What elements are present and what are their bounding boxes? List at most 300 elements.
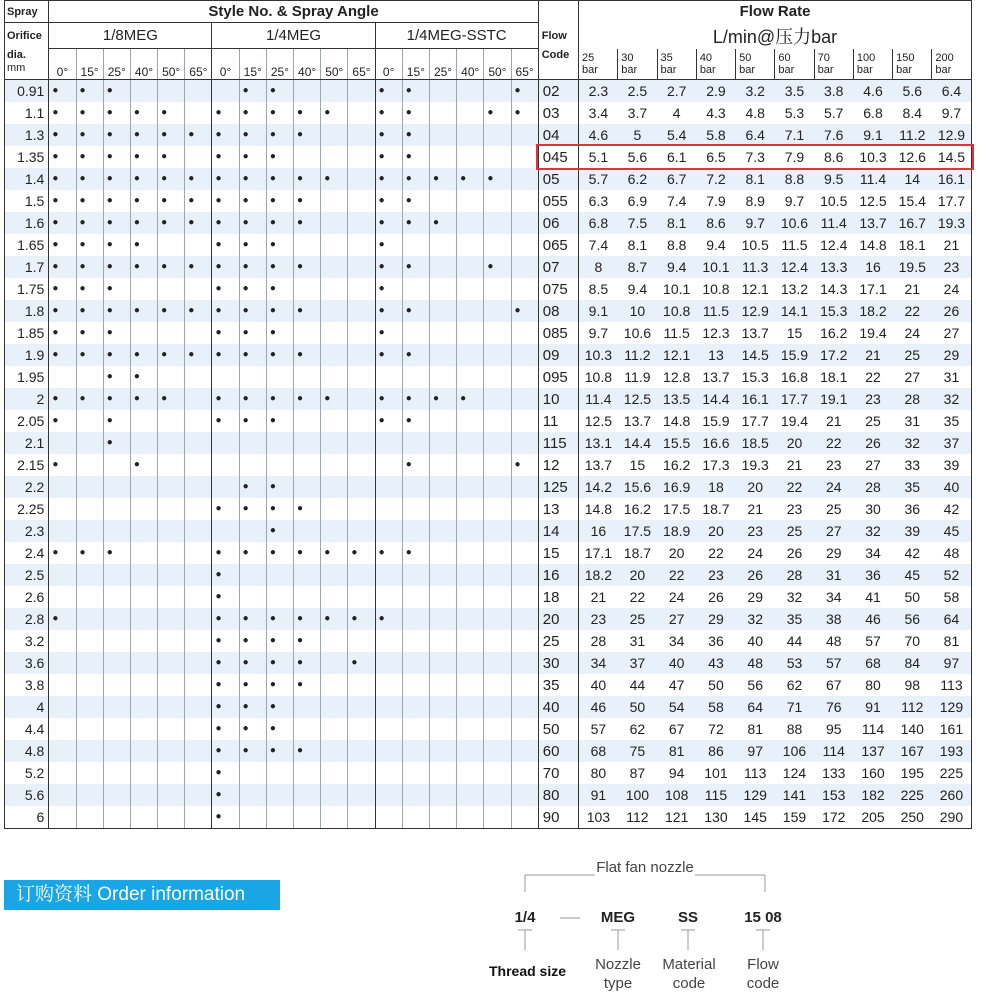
flow-rate-value: 20 — [657, 542, 696, 564]
availability-empty — [321, 410, 348, 432]
availability-empty — [402, 234, 429, 256]
flow-rate-value: 6.5 — [696, 146, 735, 168]
availability-empty — [457, 80, 484, 103]
table-row — [5, 762, 972, 784]
availability-empty — [484, 366, 511, 388]
availability-empty — [76, 630, 103, 652]
availability-dot: ● — [49, 124, 76, 146]
availability-dot: ● — [103, 388, 130, 410]
availability-empty — [402, 608, 429, 630]
availability-dot: ● — [212, 124, 239, 146]
flow-rate-value: 19.5 — [893, 256, 932, 278]
flow-rate-value: 159 — [775, 806, 814, 829]
flow-rate-value: 19.1 — [814, 388, 853, 410]
availability-empty — [321, 520, 348, 542]
availability-empty — [484, 674, 511, 696]
availability-empty — [511, 410, 538, 432]
availability-dot: ● — [158, 300, 185, 322]
flow-rate-value: 19.4 — [853, 322, 892, 344]
availability-empty — [130, 542, 157, 564]
flow-rate-value: 5 — [618, 124, 657, 146]
flow-rate-value: 14.1 — [775, 300, 814, 322]
flow-rate-value: 23 — [736, 520, 775, 542]
flow-rate-value: 67 — [657, 718, 696, 740]
availability-empty — [130, 652, 157, 674]
availability-empty — [511, 278, 538, 300]
availability-empty — [429, 300, 456, 322]
availability-empty — [348, 586, 375, 608]
flow-rate-value: 129 — [932, 696, 972, 718]
flow-rate-value: 13.3 — [814, 256, 853, 278]
flow-code-cell: 10 — [538, 388, 578, 410]
availability-empty — [321, 740, 348, 762]
angle-header: 25° — [266, 49, 293, 80]
availability-empty — [511, 432, 538, 454]
availability-dot: ● — [212, 674, 239, 696]
flow-rate-value: 22 — [657, 564, 696, 586]
orifice-diameter: 3.8 — [5, 674, 49, 696]
availability-dot: ● — [239, 344, 266, 366]
availability-empty — [158, 696, 185, 718]
availability-dot: ● — [375, 212, 402, 234]
flow-rate-value: 39 — [893, 520, 932, 542]
availability-empty — [511, 520, 538, 542]
flow-rate-value: 16 — [579, 520, 618, 542]
availability-empty — [130, 278, 157, 300]
flow-rate-value: 33 — [893, 454, 932, 476]
flow-rate-value: 8.9 — [736, 190, 775, 212]
availability-empty — [49, 476, 76, 498]
availability-dot: ● — [321, 168, 348, 190]
availability-empty — [158, 476, 185, 498]
orifice-diameter: 1.6 — [5, 212, 49, 234]
flow-rate-value: 34 — [853, 542, 892, 564]
availability-dot: ● — [76, 102, 103, 124]
flow-rate-value: 130 — [696, 806, 735, 829]
availability-dot: ● — [49, 80, 76, 103]
availability-dot: ● — [103, 410, 130, 432]
availability-dot: ● — [484, 168, 511, 190]
availability-empty — [294, 322, 321, 344]
flow-rate-value: 160 — [853, 762, 892, 784]
flow-rate-value: 22 — [853, 366, 892, 388]
flow-rate-value: 108 — [657, 784, 696, 806]
flow-rate-value: 9.5 — [814, 168, 853, 190]
availability-empty — [429, 190, 456, 212]
availability-dot: ● — [402, 344, 429, 366]
availability-dot: ● — [158, 344, 185, 366]
flow-code-cell: 16 — [538, 564, 578, 586]
flow-rate-value: 13.7 — [736, 322, 775, 344]
flow-rate-value: 10.1 — [657, 278, 696, 300]
thread-size-code: 1/4 — [514, 909, 536, 926]
availability-dot: ● — [212, 498, 239, 520]
angle-header: 50° — [321, 49, 348, 80]
flow-rate-value: 13.7 — [853, 212, 892, 234]
availability-empty — [158, 322, 185, 344]
flow-rate-value: 114 — [814, 740, 853, 762]
availability-dot: ● — [49, 234, 76, 256]
flow-rate-value: 36 — [853, 564, 892, 586]
flow-rate-value: 97 — [736, 740, 775, 762]
availability-empty — [457, 234, 484, 256]
availability-empty — [49, 806, 76, 829]
flow-rate-value: 18.2 — [579, 564, 618, 586]
availability-dot: ● — [103, 168, 130, 190]
pressure-unit: bar — [582, 63, 598, 76]
table-row — [5, 696, 972, 718]
group-label: 1/8MEG — [49, 23, 212, 49]
group-label: 1/4MEG-SSTC — [375, 23, 538, 49]
availability-dot: ● — [76, 80, 103, 103]
flow-rate-value: 103 — [579, 806, 618, 829]
flow-rate-value: 57 — [579, 718, 618, 740]
availability-empty — [375, 806, 402, 829]
availability-dot: ● — [266, 652, 293, 674]
flow-rate-value: 31 — [814, 564, 853, 586]
flow-code-label: Flow — [538, 23, 578, 49]
flow-code-cell: 055 — [538, 190, 578, 212]
availability-dot: ● — [402, 300, 429, 322]
availability-empty — [266, 586, 293, 608]
availability-empty — [185, 542, 212, 564]
flow-rate-value: 64 — [736, 696, 775, 718]
availability-dot: ● — [239, 498, 266, 520]
flow-code-cell: 03 — [538, 102, 578, 124]
availability-dot: ● — [266, 102, 293, 124]
availability-dot: ● — [49, 102, 76, 124]
flow-code-cell: 14 — [538, 520, 578, 542]
availability-empty — [402, 278, 429, 300]
flow-rate-value: 7.2 — [696, 168, 735, 190]
availability-dot: ● — [49, 388, 76, 410]
availability-empty — [348, 256, 375, 278]
availability-empty — [457, 542, 484, 564]
availability-empty — [511, 718, 538, 740]
flow-rate-value: 113 — [736, 762, 775, 784]
flow-rate-value: 15 — [775, 322, 814, 344]
flow-rate-value: 161 — [932, 718, 972, 740]
flow-rate-value: 8.8 — [657, 234, 696, 256]
orifice-diameter: 2.05 — [5, 410, 49, 432]
availability-empty — [49, 630, 76, 652]
angle-header: 15° — [239, 49, 266, 80]
flow-rate-value: 44 — [775, 630, 814, 652]
availability-empty — [511, 630, 538, 652]
orifice-diameter: 1.9 — [5, 344, 49, 366]
availability-empty — [103, 454, 130, 476]
availability-empty — [185, 784, 212, 806]
availability-dot: ● — [212, 278, 239, 300]
availability-dot: ● — [185, 212, 212, 234]
table-row — [5, 806, 972, 829]
availability-dot: ● — [130, 256, 157, 278]
availability-empty — [130, 784, 157, 806]
orifice-diameter: 1.1 — [5, 102, 49, 124]
flow-rate-value: 12.4 — [814, 234, 853, 256]
flow-rate-value: 5.1 — [579, 146, 618, 168]
availability-empty — [375, 762, 402, 784]
orifice-diameter: 2.3 — [5, 520, 49, 542]
availability-empty — [49, 674, 76, 696]
flow-rate-value: 17.3 — [696, 454, 735, 476]
flow-rate-value: 34 — [814, 586, 853, 608]
availability-empty — [348, 300, 375, 322]
flow-rate-value: 8.6 — [696, 212, 735, 234]
table-row — [5, 366, 972, 388]
availability-dot: ● — [511, 102, 538, 124]
availability-dot: ● — [375, 190, 402, 212]
availability-dot: ● — [266, 476, 293, 498]
pressure-header — [775, 49, 814, 80]
availability-empty — [321, 300, 348, 322]
pressure-unit: bar — [935, 63, 952, 76]
flow-rate-value: 24 — [657, 586, 696, 608]
flow-rate-value: 10.5 — [814, 190, 853, 212]
flow-rate-value: 19.3 — [932, 212, 972, 234]
availability-dot: ● — [212, 300, 239, 322]
flow-rate-value: 57 — [814, 652, 853, 674]
flow-code-cell: 02 — [538, 80, 578, 103]
availability-dot: ● — [266, 674, 293, 696]
flow-rate-value: 16.2 — [657, 454, 696, 476]
flow-code-cell: 115 — [538, 432, 578, 454]
flow-rate-value: 113 — [932, 674, 972, 696]
flow-rate-value: 8.1 — [618, 234, 657, 256]
availability-empty — [429, 256, 456, 278]
flow-rate-value: 40 — [657, 652, 696, 674]
flow-code-cell: 075 — [538, 278, 578, 300]
flow-rate-value: 95 — [814, 718, 853, 740]
flow-rate-value: 5.6 — [618, 146, 657, 168]
flow-rate-value: 19.4 — [775, 410, 814, 432]
availability-empty — [484, 696, 511, 718]
availability-empty — [321, 80, 348, 103]
flow-rate-value: 81 — [736, 718, 775, 740]
availability-dot: ● — [239, 146, 266, 168]
availability-dot: ● — [212, 168, 239, 190]
availability-empty — [76, 762, 103, 784]
availability-empty — [294, 432, 321, 454]
availability-empty — [294, 806, 321, 829]
availability-empty — [375, 696, 402, 718]
availability-empty — [212, 476, 239, 498]
flow-rate-value: 29 — [696, 608, 735, 630]
flow-rate-value: 27 — [657, 608, 696, 630]
flow-rate-value: 24 — [814, 476, 853, 498]
pressure-header — [853, 49, 892, 80]
availability-empty — [158, 630, 185, 652]
availability-empty — [348, 146, 375, 168]
availability-empty — [212, 80, 239, 103]
availability-dot: ● — [76, 388, 103, 410]
flow-rate-value: 14.4 — [618, 432, 657, 454]
availability-empty — [348, 124, 375, 146]
availability-empty — [375, 630, 402, 652]
availability-dot: ● — [103, 212, 130, 234]
availability-dot: ● — [76, 542, 103, 564]
orifice-diameter: 2 — [5, 388, 49, 410]
flow-rate-value: 15.6 — [618, 476, 657, 498]
availability-empty — [511, 212, 538, 234]
availability-empty — [402, 762, 429, 784]
availability-empty — [321, 190, 348, 212]
flow-code-cell: 06 — [538, 212, 578, 234]
availability-empty — [484, 234, 511, 256]
flow-rate-value: 4.3 — [696, 102, 735, 124]
flow-rate-value: 6.2 — [618, 168, 657, 190]
availability-empty — [457, 278, 484, 300]
flow-rate-value: 23 — [932, 256, 972, 278]
availability-empty — [457, 806, 484, 829]
availability-dot: ● — [402, 410, 429, 432]
availability-empty — [429, 454, 456, 476]
availability-empty — [321, 366, 348, 388]
flow-rate-value: 22 — [696, 542, 735, 564]
availability-empty — [402, 652, 429, 674]
availability-empty — [266, 762, 293, 784]
angle-header: 25° — [429, 49, 456, 80]
flow-rate-value: 9.4 — [696, 234, 735, 256]
flow-code-cell: 11 — [538, 410, 578, 432]
availability-dot: ● — [76, 256, 103, 278]
flow-rate-value: 18.9 — [657, 520, 696, 542]
flow-rate-value: 58 — [696, 696, 735, 718]
availability-empty — [49, 366, 76, 388]
availability-dot: ● — [130, 300, 157, 322]
spray-label: Spray — [5, 1, 49, 23]
flow-rate-value: 17.5 — [618, 520, 657, 542]
availability-empty — [185, 410, 212, 432]
availability-empty — [484, 80, 511, 103]
pressure-value: 30 — [621, 51, 634, 64]
flow-rate-value: 101 — [696, 762, 735, 784]
availability-empty — [158, 542, 185, 564]
availability-dot: ● — [239, 212, 266, 234]
pressure-unit: bar — [699, 63, 716, 76]
flow-rate-value: 62 — [618, 718, 657, 740]
availability-empty — [429, 740, 456, 762]
availability-dot: ● — [294, 542, 321, 564]
flow-rate-value: 16.6 — [696, 432, 735, 454]
availability-empty — [429, 366, 456, 388]
availability-empty — [457, 366, 484, 388]
availability-empty — [185, 652, 212, 674]
flow-code-cell: 40 — [538, 696, 578, 718]
flow-rate-value: 13.7 — [696, 366, 735, 388]
availability-empty — [130, 762, 157, 784]
flow-rate-value: 36 — [893, 498, 932, 520]
flow-rate-value: 129 — [736, 784, 775, 806]
flow-rate-value: 27 — [814, 520, 853, 542]
availability-empty — [348, 278, 375, 300]
availability-dot: ● — [266, 608, 293, 630]
table-row — [5, 300, 972, 322]
availability-empty — [511, 146, 538, 168]
availability-empty — [158, 740, 185, 762]
orifice-diameter: 4.8 — [5, 740, 49, 762]
flow-rate-value: 15.9 — [775, 344, 814, 366]
flow-rate-value: 5.4 — [657, 124, 696, 146]
flow-rate-value: 24 — [893, 322, 932, 344]
availability-dot: ● — [294, 630, 321, 652]
flow-rate-value: 21 — [853, 344, 892, 366]
availability-dot: ● — [239, 80, 266, 103]
table-row — [5, 520, 972, 542]
availability-dot: ● — [239, 234, 266, 256]
nozzle-type-code: MEG — [600, 909, 636, 926]
flow-rate-value: 6.1 — [657, 146, 696, 168]
angle-header: 40° — [130, 49, 157, 80]
orifice-diameter: 3.2 — [5, 630, 49, 652]
availability-empty — [239, 454, 266, 476]
availability-empty — [348, 432, 375, 454]
flow-rate-value: 25 — [893, 344, 932, 366]
orifice-diameter: 2.25 — [5, 498, 49, 520]
availability-empty — [348, 762, 375, 784]
flow-rate-value: 27 — [853, 454, 892, 476]
availability-empty — [103, 586, 130, 608]
availability-dot: ● — [49, 542, 76, 564]
flow-rate-value: 34 — [579, 652, 618, 674]
availability-empty — [375, 520, 402, 542]
flow-rate-value: 290 — [932, 806, 972, 829]
availability-empty — [76, 432, 103, 454]
flow-rate-value: 260 — [932, 784, 972, 806]
flow-rate-value: 14.8 — [853, 234, 892, 256]
availability-empty — [429, 652, 456, 674]
flow-rate-value: 182 — [853, 784, 892, 806]
flow-rate-value: 25 — [814, 498, 853, 520]
availability-dot: ● — [49, 278, 76, 300]
flow-rate-value: 12.9 — [736, 300, 775, 322]
availability-empty — [484, 344, 511, 366]
flow-code-cell: 09 — [538, 344, 578, 366]
pressure-value: 25 — [582, 51, 595, 64]
flow-rate-value: 17.2 — [814, 344, 853, 366]
availability-empty — [321, 696, 348, 718]
flow-code-cell: 085 — [538, 322, 578, 344]
availability-dot: ● — [212, 344, 239, 366]
availability-dot: ● — [76, 212, 103, 234]
availability-dot: ● — [130, 124, 157, 146]
availability-empty — [457, 740, 484, 762]
table-row — [5, 586, 972, 608]
availability-dot: ● — [402, 124, 429, 146]
flow-rate-value: 14.8 — [579, 498, 618, 520]
flow-code-cell: 50 — [538, 718, 578, 740]
orifice-diameter: 1.35 — [5, 146, 49, 168]
availability-empty — [348, 322, 375, 344]
flow-rate-value: 25 — [775, 520, 814, 542]
availability-dot: ● — [212, 608, 239, 630]
angle-header: 40° — [457, 49, 484, 80]
flow-rate-value: 7.5 — [618, 212, 657, 234]
availability-empty — [185, 234, 212, 256]
flow-rate-value: 7.9 — [775, 146, 814, 168]
availability-empty — [429, 542, 456, 564]
availability-dot: ● — [239, 696, 266, 718]
flow-rate-value: 7.4 — [657, 190, 696, 212]
orifice-diameter: 1.8 — [5, 300, 49, 322]
flow-rate-value: 9.4 — [657, 256, 696, 278]
availability-empty — [294, 762, 321, 784]
flow-rate-value: 8 — [579, 256, 618, 278]
flow-rate-value: 11.9 — [618, 366, 657, 388]
availability-empty — [103, 696, 130, 718]
orifice-diameter: 2.2 — [5, 476, 49, 498]
availability-empty — [266, 806, 293, 829]
